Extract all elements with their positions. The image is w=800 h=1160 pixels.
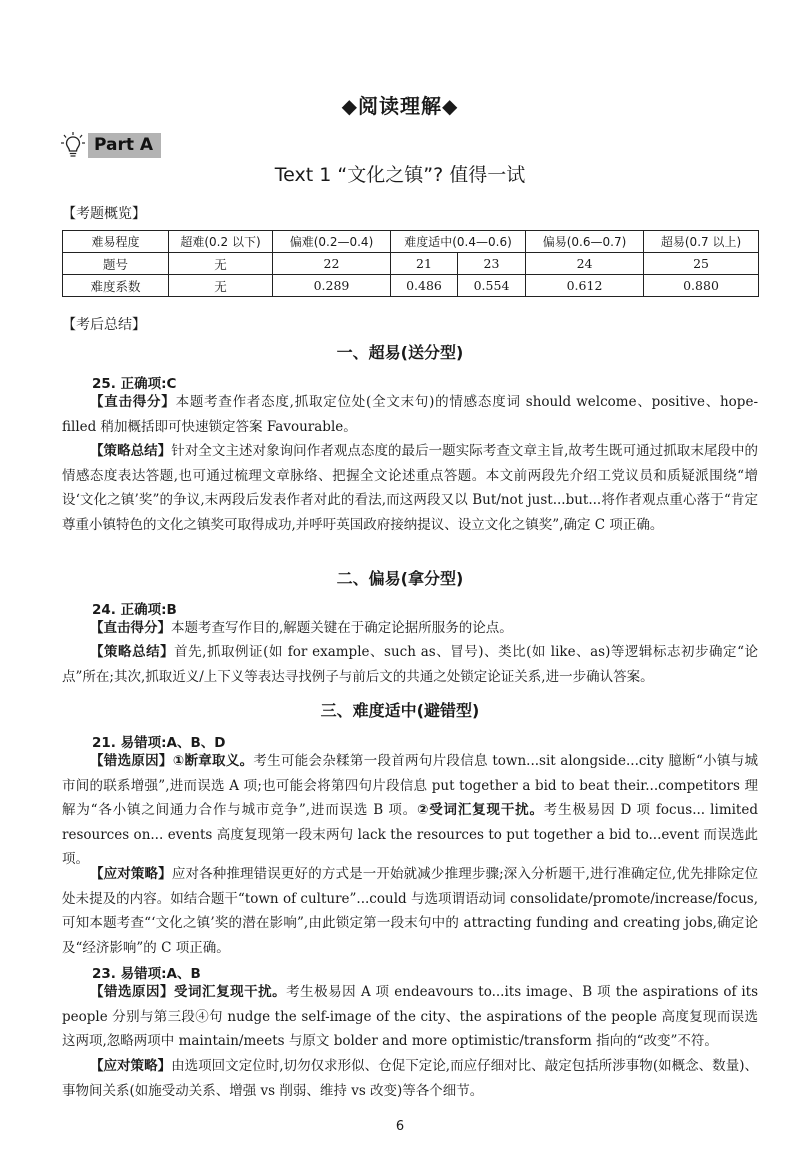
- paragraph-text: 应对各种推理错误更好的方式是一开始就减少推理步骤;深入分析题干,进行准确定位,优先排除定位处未提及的内容。如结合题干“town of culture”...could 与选项谓语动词 consolidate/promote/increase/focus,可知本题考查“‘文化之镇’奖的潜在影响”,由此锁定第一段末句中的 attracting funding and creating jobs,确定论及“经济影响”的 C 项正确。: [62, 866, 758, 956]
- paragraph-text: 针对全文主述对象询问作者观点态度的最后一题实际考查文章主旨,故考生既可通过抓取末尾段中的情感态度表达答题,也可通过梳理文章脉络、把握全文论述重点答题。本文前两段先介绍工党议员和质疑派围绕“增设‘文化之镇’奖”的争议,末两段后发表作者对此的看法,而这两段又以 But/not just...but...将作者观点重心落于“肯定尊重小镇特色的文化之镇奖可取得成功,并呼吁英国政府接纳提议、设立文化之镇奖”,确定 C 项正确。: [62, 443, 759, 533]
- answer-21: 21. 易错项:A、B、D: [92, 735, 226, 751]
- table-cell: 0.486: [391, 275, 458, 297]
- paragraph: [62, 640, 758, 689]
- table-cell: 21: [391, 253, 458, 275]
- paragraph: [62, 439, 758, 537]
- paragraph-text: 本题考查作者态度,抓取定位处(全文末句)的情感态度词 should welcome、positive、hope-filled 稍加概括即可快速锁定答案 Favourable。: [62, 394, 759, 435]
- paragraph: [62, 1054, 758, 1103]
- text-title: Text 1 “文化之镇”? 值得一试: [274, 164, 526, 186]
- table-cell: 23: [458, 253, 526, 275]
- table-cell: 0.612: [526, 275, 644, 297]
- page-number: 6: [395, 1119, 405, 1134]
- table-cell: 0.289: [273, 275, 391, 297]
- table-cell: 题号: [63, 253, 169, 275]
- table-cell: 难易程度: [63, 231, 169, 253]
- table-cell: 偏易(0.6—0.7): [526, 231, 644, 253]
- paragraph-tag: 【错选原因】: [90, 984, 175, 1000]
- summary-label: 【考后总结】: [62, 317, 146, 333]
- paragraph: [62, 390, 758, 439]
- paragraph: [62, 616, 758, 641]
- table-row: [63, 253, 759, 275]
- table-cell: 25: [644, 253, 759, 275]
- paragraph-text: 本题考查写作目的,解题关键在于确定论据所服务的论点。: [171, 620, 513, 636]
- table-row: [63, 231, 759, 253]
- table-cell: 超易(0.7 以上): [644, 231, 759, 253]
- paragraph: [62, 980, 758, 1054]
- part-label: Part A: [88, 133, 161, 158]
- paragraph-lead: 受词汇复现干扰。: [174, 984, 287, 1000]
- difficulty-table: [62, 230, 759, 297]
- overview-label: 【考题概览】: [62, 206, 146, 222]
- paragraph-tag: 【应对策略】: [90, 866, 172, 882]
- table-cell: 24: [526, 253, 644, 275]
- table-cell: 难度适中(0.4—0.6): [391, 231, 526, 253]
- part-badge: [60, 131, 161, 159]
- table-cell: 难度系数: [63, 275, 169, 297]
- paragraph-text: 考生极易因 A 项 endeavours to...its image、B 项 the aspirations of its people 分别与第三段④句 nudge the self-image of the city、the aspirations of the people 高度复现而误选这两项,忽略两项中 maintain/meets 与原文 bolder and more optimistic/transform 指向的“改变”不符。: [62, 984, 759, 1049]
- table-cell: 偏难(0.2—0.4): [273, 231, 391, 253]
- main-title: ◆阅读理解◆: [341, 94, 459, 118]
- paragraph-tag: 【策略总结】: [90, 644, 175, 660]
- paragraph: [62, 749, 758, 872]
- table-cell: 0.554: [458, 275, 526, 297]
- paragraph-text: 首先,抓取例证(如 for example、such as、冒号)、类比(如 like、as)等逻辑标志初步确定“论点”所在;其次,抓取近义/上下义等表达寻找例子与前后文的共通之处锁定论证关系,进一步确认答案。: [62, 644, 759, 685]
- paragraph-tag: 【应对策略】: [90, 1058, 172, 1074]
- section-heading-easy: 二、偏易(拿分型): [336, 569, 464, 588]
- paragraph: [62, 862, 758, 960]
- paragraph-text: 考生可能会杂糅第一段首两句片段信息 town...sit alongside...city 臆断“小镇与城市间的联系增强”,进而误选 A 项;也可能会将第四句片段信息 put together a bid to beat their...competitors 理解为“各小镇之间通力合作与城市竞争”,进而误选 B 项。: [62, 753, 758, 818]
- answer-24: 24. 正确项:B: [92, 602, 177, 618]
- table-cell: 22: [273, 253, 391, 275]
- paragraph-lead: ②受词汇复现干扰。: [416, 802, 544, 818]
- paragraph-lead: ①断章取义。: [172, 753, 254, 769]
- table-cell: 超难(0.2 以下): [169, 231, 273, 253]
- paragraph-tag: 【错选原因】: [90, 753, 173, 769]
- paragraph-text: 考生极易因 D 项 focus... limited resources on... events 高度复现第一段末两句 lack the resources to put together a bid to...event 而误选此项。: [62, 802, 758, 867]
- paragraph-tag: 【策略总结】: [90, 443, 172, 459]
- table-cell: 0.880: [644, 275, 759, 297]
- table-cell: 无: [169, 275, 273, 297]
- paragraph-tag: 【直击得分】: [90, 620, 171, 636]
- lightbulb-icon: [60, 131, 86, 159]
- answer-25: 25. 正确项:C: [92, 376, 177, 392]
- table-cell: 无: [169, 253, 273, 275]
- answer-23: 23. 易错项:A、B: [92, 966, 201, 982]
- section-heading-medium: 三、难度适中(避错型): [320, 701, 480, 720]
- table-row: [63, 275, 759, 297]
- section-heading-easiest: 一、超易(送分型): [336, 343, 464, 362]
- paragraph-text: 由选项回文定位时,切勿仅求形似、仓促下定论,而应仔细对比、敲定包括所涉事物(如概念、数量)、事物间关系(如施受动关系、增强 vs 削弱、维持 vs 改变)等各个细节。: [62, 1058, 758, 1099]
- paragraph-tag: 【直击得分】: [90, 394, 176, 410]
